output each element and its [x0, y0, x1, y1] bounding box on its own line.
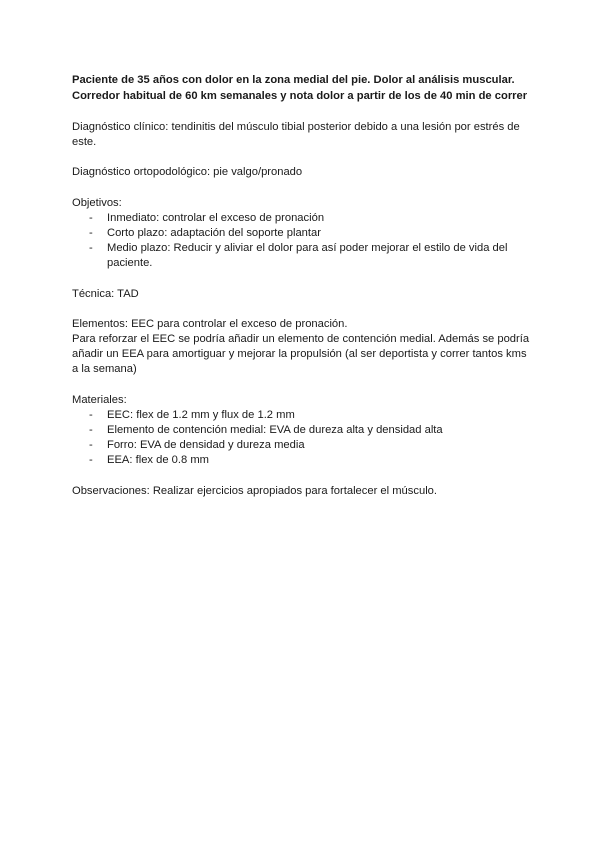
document-title-line-2: Corredor habitual de 60 km semanales y nota dolor a partir de los de 40 min de correr [72, 90, 528, 102]
elementos-line-1: Elementos: EEC para controlar el exceso de pronación. [72, 317, 348, 330]
diagnostico-clinico: Diagnóstico clínico: tendinitis del músculo tibial posterior debido a una lesión por estrés de este. [72, 121, 520, 149]
tecnica: Técnica: TAD [72, 287, 139, 300]
diagnostico-ortopodologico: Diagnóstico ortopodológico: pie valgo/pronado [72, 166, 303, 179]
document-title-line-1: Paciente de 35 años con dolor en la zona medial del pie. Dolor al análisis muscular. [72, 74, 515, 86]
materiales-heading: Materiales: [72, 393, 127, 406]
materiales-list [72, 408, 534, 469]
list-item: - EEA: flex de 0.8 mm [83, 453, 534, 468]
observaciones: Observaciones: Realizar ejercicios apropiados para fortalecer el músculo. [72, 484, 438, 497]
list-item: - Corto plazo: adaptación del soporte plantar [83, 226, 534, 241]
list-item: - Forro: EVA de densidad y dureza media [83, 438, 534, 453]
elementos-line-2: Para reforzar el EEC se podría añadir un elemento de contención medial. Además se podría añadir un EEA para amortiguar y mejorar la propulsión (al ser deportista y correr tantos kms a la semana) [72, 333, 530, 376]
objetivos-heading: Objetivos: [72, 196, 122, 209]
list-item: - EEC: flex de 1.2 mm y flux de 1.2 mm [83, 408, 534, 423]
list-item: - Medio plazo: Reducir y aliviar el dolor para así poder mejorar el estilo de vida del paciente. [83, 241, 534, 271]
objetivos-list [72, 211, 534, 272]
document-page [72, 72, 534, 499]
list-item: - Inmediato: controlar el exceso de pronación [83, 211, 534, 226]
list-item: - Elemento de contención medial: EVA de dureza alta y densidad alta [83, 423, 534, 438]
